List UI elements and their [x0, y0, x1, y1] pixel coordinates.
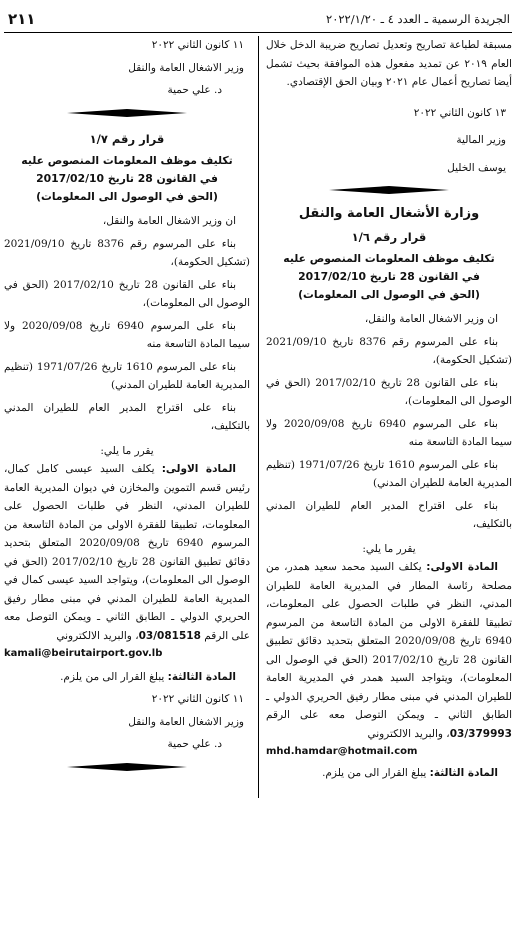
decision-subject-2: في القانون 28 تاريخ 2017/02/10 — [298, 270, 480, 283]
decision-subject-3: (الحق في الوصول الى المعلومات) — [36, 190, 218, 203]
decision-number: قرار رقم ١/٧ — [89, 131, 165, 146]
gazette-title: الجريدة الرسمية ـ العدد ٤ ـ ٢٠٢٢/١/٢٠ — [326, 12, 510, 26]
decision-number: قرار رقم ١/٦ — [351, 229, 427, 244]
section-divider — [4, 106, 250, 120]
article-3-text: يبلغ القرار الى من يلزم. — [322, 766, 430, 779]
sign2-date: ١١ كانون الثاني ٢٠٢٢ — [151, 693, 244, 705]
page-header — [0, 6, 516, 30]
preamble-minister: ان وزير الاشغال العامة والنقل، — [102, 215, 236, 227]
preamble-decree-1610: بناء على المرسوم 1610 تاريخ 1971/07/26 (تنظيم المديرية العامة للطيران المدني) — [4, 360, 250, 391]
page-number: ٢١١ — [8, 10, 36, 28]
article-1-text: يكلف السيد محمد سعيد همدر، من مصلحة رئاسة المطار في المديرية العامة للطيران المدني، النظر في طلبات الحصول على المعلومات، تطبيقا للفقرة الاولى من المادة التاسعة من المرسوم 6940 تاريخ 2020/09/08 المتعلق بتحديد دقائق تطبيق القانون 28 تاريخ 2017/02/10 (الحق في الوصول الى المعلومات)، ويتواجد السيد همدر في المديرية العامة للطيران المدني في مبنى مطار رفيق الحريري الدولي ـ الطابق الثاني ـ ويمكن التوصل معه على الرقم — [266, 561, 512, 721]
article-1-label: المادة الاولى: — [161, 463, 236, 475]
article-1-phone: 03/081518 — [138, 629, 201, 642]
section-divider — [266, 183, 512, 197]
decision-subject-3: (الحق في الوصول الى المعلومات) — [298, 288, 480, 301]
article-1-email: mhd.hamdar@hotmail.com — [266, 746, 418, 757]
preamble-law-28: بناء على القانون 28 تاريخ 2017/02/10 (الحق في الوصول الى المعلومات)، — [266, 376, 512, 407]
decides-label: يقرر ما يلي: — [100, 444, 154, 457]
preamble-law-28: بناء على القانون 28 تاريخ 2017/02/10 (الحق في الوصول الى المعلومات)، — [4, 278, 250, 309]
column-divider — [258, 36, 259, 798]
article-3-label: المادة الثالثة: — [167, 670, 236, 683]
intro-paragraph: مسبقة لطباعة تصاريح وتعديل تصاريح ضريبة الدخل خلال العام ٢٠١٩ عن تمديد مفعول هذه الموافقة بحيث تشمل أيضا تصاريح أعمال عام ٢٠٢١ وبيان الحق الإقتصادي. — [266, 39, 512, 88]
preamble-decree-6940: بناء على المرسوم 6940 تاريخ 2020/09/08 ولا سيما المادة التاسعة منه — [266, 417, 512, 448]
article-1-tail: ، والبريد الالكتروني — [367, 727, 450, 740]
sign-date: ١١ كانون الثاني ٢٠٢٢ — [151, 39, 244, 51]
preamble-decree-6940: بناء على المرسوم 6940 تاريخ 2020/09/08 ولا سيما المادة التاسعة منه — [4, 319, 250, 350]
sign2-role: وزير الاشغال العامة والنقل — [128, 715, 244, 728]
article-3-text: يبلغ القرار الى من يلزم. — [60, 670, 168, 683]
preamble-decree-8376: بناء على المرسوم رقم 8376 تاريخ 2021/09/10 (تشكيل الحكومة)، — [266, 335, 512, 366]
preamble-decree-8376: بناء على المرسوم رقم 8376 تاريخ 2021/09/10 (تشكيل الحكومة)، — [4, 237, 250, 268]
decides-label: يقرر ما يلي: — [362, 542, 416, 555]
article-1-phone: 03/379993 — [449, 727, 512, 740]
section-divider-end — [4, 760, 250, 774]
article-3 — [4, 668, 250, 687]
preamble-proposal: بناء على اقتراح المدير العام للطيران المدني بالتكليف، — [266, 499, 512, 530]
article-1-email: kamali@beirutairport.gov.lb — [4, 648, 163, 659]
sign-role: وزير المالية — [456, 134, 506, 146]
sign-name: يوسف الخليل — [447, 161, 506, 174]
header-rule — [4, 32, 512, 33]
sign-date: ١٣ كانون الثاني ٢٠٢٢ — [413, 106, 506, 119]
ministry-title: وزارة الأشغال العامة والنقل — [298, 206, 480, 221]
sign-role: وزير الاشغال العامة والنقل — [128, 61, 244, 74]
sign2-name: د. علي حمية — [167, 738, 222, 750]
decision-subject-1: تكليف موظف المعلومات المنصوص عليه — [283, 252, 495, 265]
preamble-minister: ان وزير الاشغال العامة والنقل، — [364, 313, 498, 325]
article-3-label: المادة الثالثة: — [429, 766, 498, 779]
sign-name: د. علي حمية — [167, 84, 222, 96]
article-3 — [266, 764, 512, 783]
article-1 — [266, 558, 512, 743]
decision-subject-1: تكليف موظف المعلومات المنصوص عليه — [21, 154, 233, 167]
preamble-decree-1610: بناء على المرسوم 1610 تاريخ 1971/07/26 (تنظيم المديرية العامة للطيران المدني) — [266, 458, 512, 489]
article-1 — [4, 460, 250, 645]
article-1-tail: ، والبريد الالكتروني — [56, 629, 139, 642]
left-column — [4, 36, 250, 780]
decision-subject-2: في القانون 28 تاريخ 2017/02/10 — [36, 172, 218, 185]
right-column — [266, 36, 512, 782]
article-1-text: يكلف السيد عيسى كامل كمال، رئيس قسم التموين والمخازن في ديوان المديرية العامة للطيران المدني، النظر في طلبات الحصول على المعلومات، تطبيقا للفقرة الاولى من المادة التاسعة من المرسوم 6940 تاريخ 2020/09/08 المتعلق بتحديد دقائق تطبيق القانون 28 تاريخ 2017/02/10 (الحق في الوصول الى المعلومات)، ويتواجد السيد عيسى كمال في المديرية العامة للطيران المدني في مبنى مطار رفيق الحريري الدولي ـ الطابق الثاني ـ ويمكن التوصل معه على الرقم — [4, 463, 250, 642]
article-1-label: المادة الاولى: — [426, 561, 498, 573]
preamble-proposal: بناء على اقتراح المدير العام للطيران المدني بالتكليف، — [4, 401, 250, 432]
